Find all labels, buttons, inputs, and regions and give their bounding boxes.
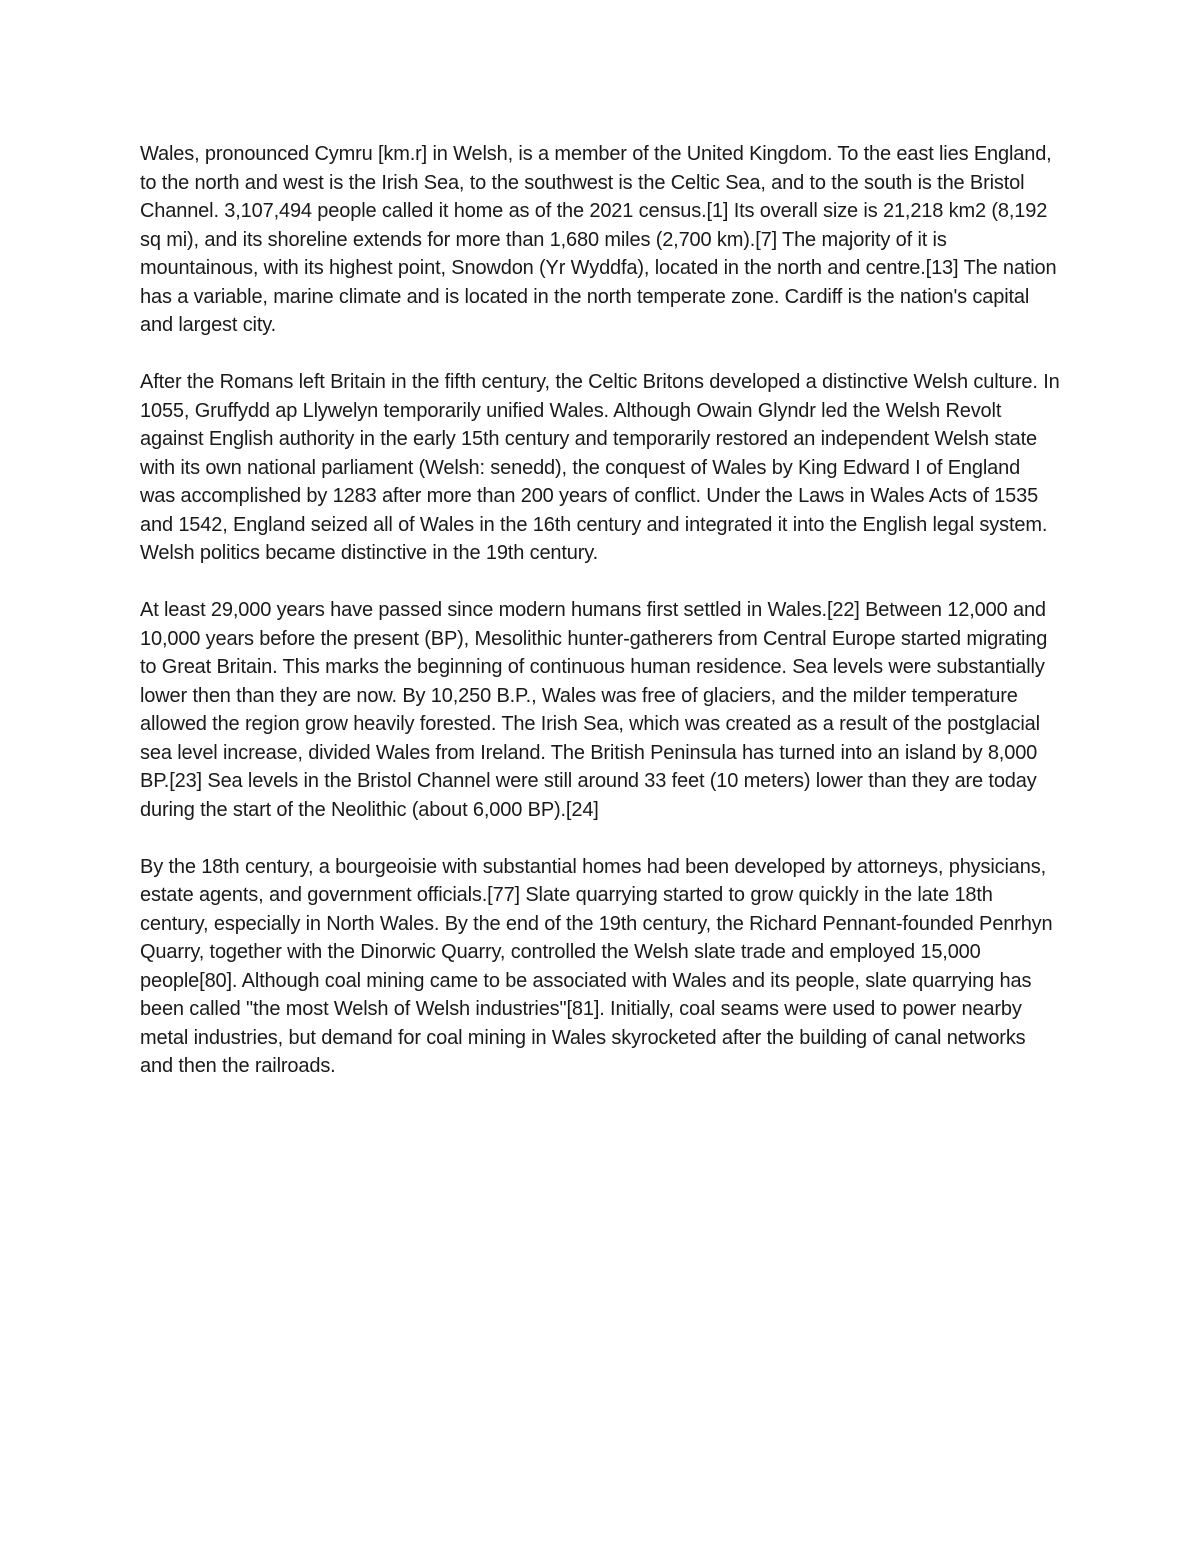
paragraph-welsh-history: After the Romans left Britain in the fifth century, the Celtic Britons developed a distinctive Welsh culture. In 1055, Gruffydd ap Llywelyn temporarily unified Wales. Although Owain Glyndr led the Welsh Revolt against English authority in the early 15th century and temporarily restored an independent Welsh state with its own national parliament (Welsh: senedd), the conquest of Wales by King Edward I of England was accomplished by 1283 after more than 200 years of conflict. Under the Laws in Wales Acts of 1535 and 1542, England seized all of Wales in the 16th century and integrated it into the English legal system. Welsh politics became distinctive in the 19th century.: [140, 371, 1060, 564]
paragraph-prehistory: At least 29,000 years have passed since modern humans first settled in Wales.[22] Between 12,000 and 10,000 years before the present (BP), Mesolithic hunter-gatherers from Central Europe started migrating to Great Britain. This marks the beginning of continuous human residence. Sea levels were substantially lower then than they are now. By 10,250 B.P., Wales was free of glaciers, and the milder temperature allowed the region grow heavily forested. The Irish Sea, which was created as a result of the postglacial sea level increase, divided Wales from Ireland. The British Peninsula has turned into an island by 8,000 BP.[23] Sea levels in the Bristol Channel were still around 33 feet (10 meters) lower than they are today during the start of the Neolithic (about 6,000 BP).[24]: [140, 599, 1048, 821]
paragraph-industry: By the 18th century, a bourgeoisie with substantial homes had been developed by attorneys, physicians, estate agents, and government officials.[77] Slate quarrying started to grow quickly in the late 18th century, especially in North Wales. By the end of the 19th century, the Richard Pennant-founded Penrhyn Quarry, together with the Dinorwic Quarry, controlled the Welsh slate trade and employed 15,000 people[80]. Although coal mining came to be associated with Wales and its people, slate quarrying has been called "the most Welsh of Welsh industries"[81]. Initially, coal seams were used to power nearby metal industries, but demand for coal mining in Wales skyrocketed after the building of canal networks and then the railroads.: [140, 855, 1053, 1077]
document-body: [140, 140, 1060, 1109]
paragraph-wales-overview: Wales, pronounced Cymru [km.r] in Welsh, is a member of the United Kingdom. To the east lies England, to the north and west is the Irish Sea, to the southwest is the Celtic Sea, and to the south is the Bristol Channel. 3,107,494 people called it home as of the 2021 census.[1] Its overall size is 21,218 km2 (8,192 sq mi), and its shoreline extends for more than 1,680 miles (2,700 km).[7] The majority of it is mountainous, with its highest point, Snowdon (Yr Wyddfa), located in the north and centre.[13] The nation has a variable, marine climate and is located in the north temperate zone. Cardiff is the nation's capital and largest city.: [140, 143, 1057, 336]
